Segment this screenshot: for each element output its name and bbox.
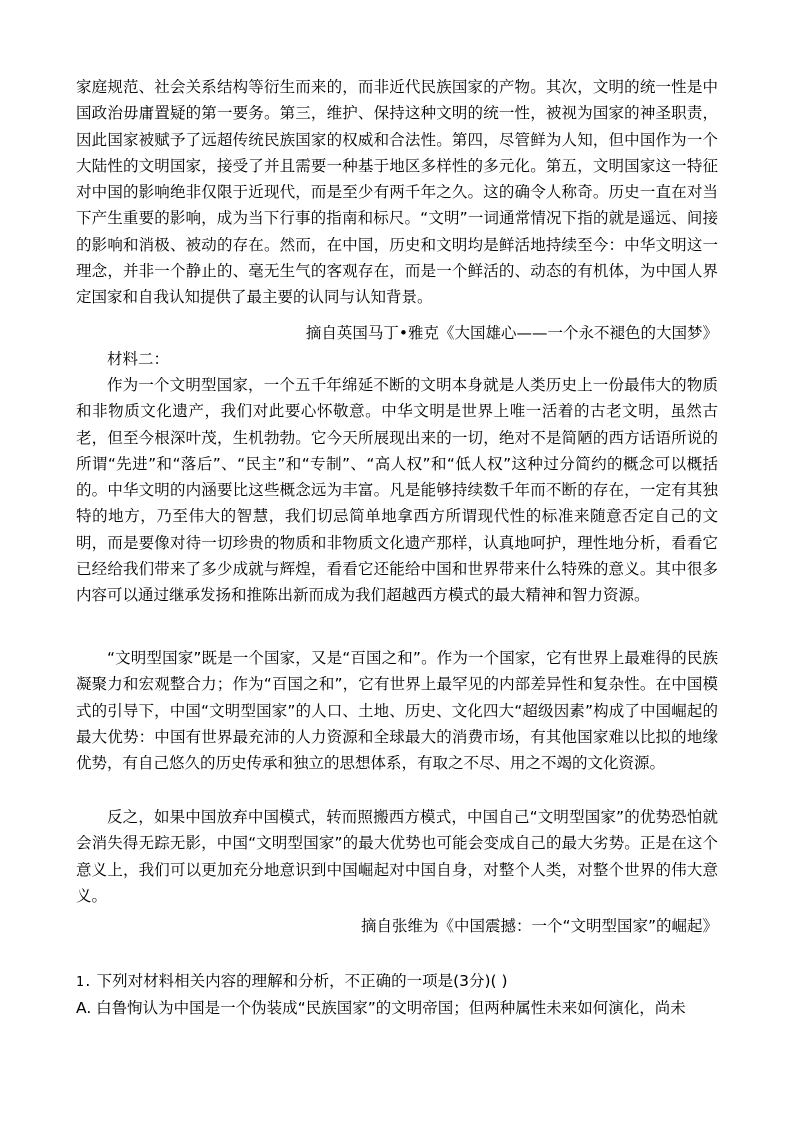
question-1-number: 1. xyxy=(76,975,92,990)
question-1-option-a: A. 白鲁恂认为中国是一个伪装成“民族国家”的文明帝国；但两种属性未来如何演化，尚未 xyxy=(76,999,686,1017)
material2-paragraph-1: 作为一个文明型国家，一个五千年绵延不断的文明本身就是人类历史上一份最伟大的物质和非物质文化遗产，我们对此要心怀敬意。中华文明是世界上唯一活着的古老文明，虽然古老，但至今根深叶茂，生机勃勃。它今天所展现出来的一切，绝对不是简陋的西方话语所说的所谓“先进”和“落后”、“民主”和“专制”、“高人权”和“低人权”这种过分简约的概念可以概括的。中华文明的内涵要比这些概念远为丰富。凡是能够持续数千年而不断的存在，一定有其独特的地方，乃至伟大的智慧，我们切忌简单地拿西方所谓现代性的标准来随意否定自己的文明，而是要像对待一切珍贵的物质和非物质文化遗产那样，认真地呵护，理性地分析，看看它已经给我们带来了多少成就与辉煌，看看它还能给中国和世界带来什么特殊的意义。其中很多内容可以通过继承发扬和推陈出新而成为我们超越西方模式的最大精神和智力资源。 xyxy=(76,376,718,605)
question-1-stem xyxy=(76,968,508,996)
material2-paragraph-2: “文明型国家”既是一个国家，又是“百国之和”。作为一个国家，它有世界上最难得的民族凝聚力和宏观整合力；作为“百国之和”，它有世界上最罕见的内部差异性和复杂性。在中国模式的引导下，中国“文明型国家”的人口、土地、历史、文化四大“超级因素”构成了中国崛起的最大优势：中国有世界最充沛的人力资源和全球最大的消费市场，有其他国家难以比拟的地缘优势，有自己悠久的历史传承和独立的思想体系，有取之不尽、用之不竭的文化资源。 xyxy=(76,649,718,773)
material2-source: 摘自张维为《中国震撼：一个“文明型国家”的崛起》 xyxy=(360,917,718,935)
material2-paragraph-3: 反之，如果中国放弃中国模式，转而照搬西方模式，中国自己“文明型国家”的优势恐怕就会消失得无踪无影，中国“文明型国家”的最大优势也可能会变成自己的最大劣势。正是在这个意义上，我们可以更加充分地意识到中国崛起对中国自身，对整个人类，对整个世界的伟大意义。 xyxy=(76,808,718,905)
material1-source: 摘自英国马丁•雅克《大国雄心——一个永不褪色的大国梦》 xyxy=(305,324,718,342)
material2-label: 材料二： xyxy=(107,350,170,368)
question-1-text: 下列对材料相关内容的理解和分析，不正确的一项是(3分)( ) xyxy=(96,972,508,990)
material1-body: 家庭规范、社会关系结构等衍生而来的，而非近代民族国家的产物。其次，文明的统一性是中国政治毋庸置疑的第一要务。第三，维护、保持这种文明的统一性，被视为国家的神圣职责，因此国家被赋予了远超传统民族国家的权威和合法性。第四，尽管鲜为人知，但中国作为一个大陆性的文明国家，接受了并且需要一种基于地区多样性的多元化。第五，文明国家这一特征对中国的影响绝非仅限于近现代，而是至少有两千年之久。这的确令人称奇。历史一直在对当下产生重要的影响，成为当下行事的指南和标尺。“文明”一词通常情况下指的就是遥远、间接的影响和消极、被动的存在。然而，在中国，历史和文明均是鲜活地持续至今：中华文明这一理念，并非一个静止的、毫无生气的客观存在，而是一个鲜活的、动态的有机体，为中国人界定国家和自我认知提供了最主要的认同与认知背景。 xyxy=(76,78,718,307)
